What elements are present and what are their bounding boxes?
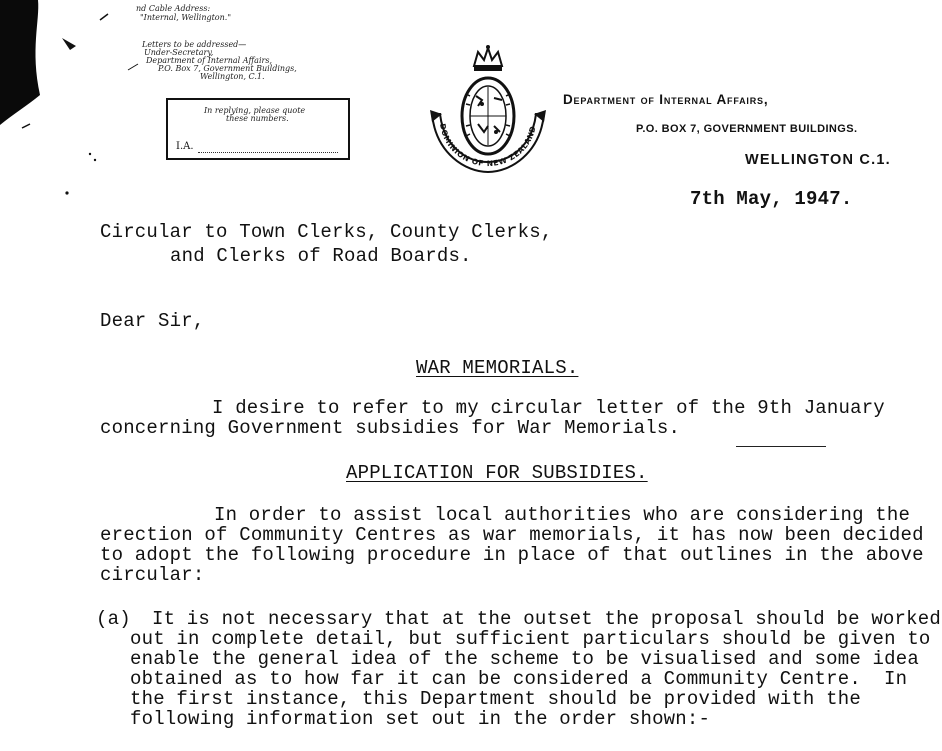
scan-speck (65, 191, 68, 194)
address-instructions-line: Letters to be addressed— (142, 40, 247, 49)
department-city: WELLINGTON C.1. (745, 152, 891, 168)
salutation: Dear Sir, (100, 310, 205, 332)
department-name: Department of Internal Affairs, (563, 92, 769, 107)
heading-war-memorials: WAR MEMORIALS. (416, 357, 579, 379)
scan-speck (100, 14, 108, 20)
paragraph-1-line: concerning Government subsidies for War Memorials. (100, 417, 681, 439)
department-po-box: P.O. BOX 7, GOVERNMENT BUILDINGS. (636, 123, 858, 135)
reply-box-ref-line (198, 152, 338, 153)
letter-date: 7th May, 1947. (690, 188, 853, 210)
paragraph-2-line: to adopt the following procedure in place of that outlines in the above (100, 544, 924, 566)
list-item-label: (a) (96, 608, 131, 630)
seal-ring-textpath: DOMINION OF NEW ZEALAND (438, 122, 538, 169)
list-item-a-line: following information set out in the order shown:- (130, 708, 711, 730)
list-item-a-line: the first instance, this Department should be provided with the (130, 688, 861, 710)
paragraph-2-line: circular: (100, 564, 205, 586)
reply-reference-box (166, 98, 350, 160)
scan-speck (22, 124, 30, 128)
list-item-a-line: out in complete detail, but sufficient particulars should be given to (130, 628, 931, 650)
addressee-line: and Clerks of Road Boards. (170, 245, 472, 267)
coat-of-arms-seal (426, 44, 550, 176)
scan-speck (62, 38, 76, 50)
heading-application-for-subsidies: APPLICATION FOR SUBSIDIES. (346, 462, 648, 484)
address-instructions-line: Under-Secretary, (144, 48, 214, 57)
address-instructions-line: P.O. Box 7, Government Buildings, (158, 64, 297, 73)
list-item-a-line: obtained as to how far it can be considered a Community Centre. (130, 668, 861, 690)
reply-box-instruction: these numbers. (226, 114, 289, 123)
crown-icon (474, 45, 502, 71)
address-instructions-line: Department of Internal Affairs, (146, 56, 272, 65)
paragraph-2-line: erection of Community Centres as war memorials, it has now been decided (100, 524, 924, 546)
scan-shadow-blot (0, 0, 40, 125)
scan-speck (128, 64, 138, 70)
cable-address-label: nd Cable Address: (136, 4, 211, 13)
handwritten-underline-mark (736, 446, 826, 447)
address-instructions-line: Wellington, C.1. (200, 72, 265, 81)
cable-address-value: "Internal, Wellington." (140, 13, 231, 22)
addressee-line: Circular to Town Clerks, County Clerks, (100, 221, 553, 243)
paragraph-1-line: I desire to refer to my circular letter of the 9th January (212, 397, 885, 419)
reply-box-instruction: In replying, please quote (204, 106, 306, 115)
scan-speck (94, 159, 96, 161)
list-item-a-line: It is not necessary that at the outset the proposal should be worked (152, 608, 941, 630)
paragraph-2-line: In order to assist local authorities who are considering the (214, 504, 911, 526)
reply-box-ref-prefix: I.A. (176, 141, 194, 152)
scan-speck (89, 153, 91, 155)
list-item-a-line-end: In (884, 668, 908, 690)
list-item-a-line: enable the general idea of the scheme to be visualised and some idea (130, 648, 919, 670)
